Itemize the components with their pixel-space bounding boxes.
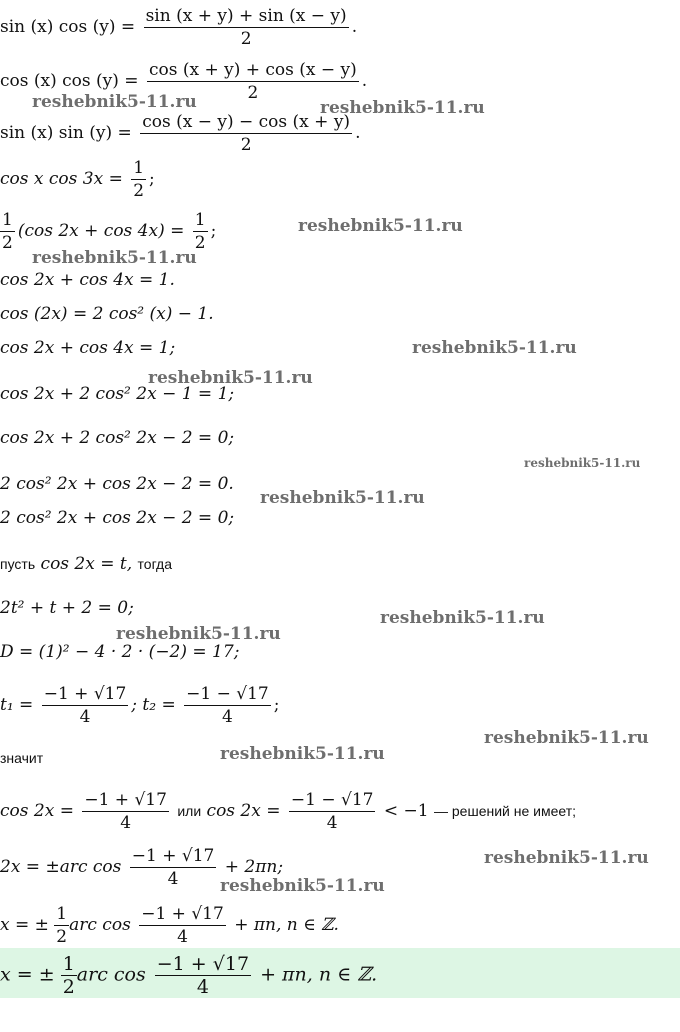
eq-lhs: cos (x) cos (y) =	[0, 71, 139, 91]
eq-middle: arc cos	[69, 915, 131, 935]
denominator: 4	[167, 869, 179, 889]
fraction	[144, 6, 349, 49]
denominator: 4	[79, 707, 91, 727]
numerator: sin (x + y) + sin (x − y)	[145, 6, 347, 26]
final-answer	[0, 954, 377, 997]
watermark-text: reshebnik5-11.ru	[32, 92, 197, 112]
denominator: 2	[62, 976, 75, 998]
watermark-text: reshebnik5-11.ru	[116, 624, 281, 644]
watermark-text: reshebnik5-11.ru	[524, 456, 641, 470]
fraction	[54, 904, 69, 947]
watermark-text: reshebnik5-11.ru	[148, 368, 313, 388]
numerator: −1 + √17	[141, 904, 224, 924]
numerator: −1 − √17	[186, 684, 269, 704]
numerator: 1	[56, 904, 68, 924]
equation-step: cos 2x + cos 4x = 1.	[0, 270, 175, 290]
eq-middle: (cos 2x + cos 4x) =	[17, 221, 185, 241]
punct: .	[361, 71, 368, 91]
text-no-solution: — решений не имеет;	[434, 803, 577, 819]
eq-middle: arc cos	[76, 963, 146, 986]
punct: ;	[149, 169, 155, 189]
watermark-text: reshebnik5-11.ru	[220, 744, 385, 764]
substitution-expr: cos 2x = t,	[40, 554, 133, 574]
eq-lhs: cos 2x =	[0, 801, 74, 821]
equation-step	[0, 158, 155, 201]
numerator: −1 + √17	[43, 684, 127, 704]
numerator: 1	[2, 210, 13, 230]
numerator: −1 + √17	[131, 846, 215, 866]
inequality: < −1	[383, 801, 429, 821]
denominator: 4	[177, 927, 188, 947]
denominator: 2	[133, 181, 145, 201]
watermark-text: reshebnik5-11.ru	[320, 98, 485, 118]
denominator: 4	[120, 813, 132, 833]
identity-sin-sin	[0, 112, 360, 155]
watermark-text: reshebnik5-11.ru	[32, 248, 197, 268]
equation-step: cos 2x + 2 cos² 2x − 1 = 1;	[0, 384, 235, 404]
text-let: пусть	[0, 556, 36, 572]
eq-tail: + πn, n ∈ ℤ.	[234, 915, 339, 935]
watermark-text: reshebnik5-11.ru	[412, 338, 577, 358]
roots-line	[0, 684, 279, 727]
fraction	[0, 210, 15, 253]
equation-step: 2 cos² 2x + cos 2x − 2 = 0;	[0, 508, 235, 528]
fraction	[42, 684, 129, 727]
equation-step	[0, 210, 216, 253]
equation-step: cos (2x) = 2 cos² (x) − 1.	[0, 304, 214, 324]
eq-lhs: sin (x) cos (y) =	[0, 17, 136, 37]
denominator: 2	[194, 233, 206, 253]
eq-lhs: cos 2x =	[206, 801, 281, 821]
equation-step: cos 2x + cos 4x = 1;	[0, 338, 176, 358]
numerator: −1 + √17	[156, 953, 250, 975]
fraction	[289, 790, 376, 833]
numerator: 1	[194, 210, 206, 230]
substitution-line	[0, 554, 172, 574]
eq-lhs: x = ±	[0, 963, 55, 986]
fraction	[130, 846, 217, 889]
numerator: cos (x − y) − cos (x + y)	[142, 112, 351, 132]
fraction	[155, 954, 251, 997]
equation-step: 2 cos² 2x + cos 2x − 2 = 0.	[0, 474, 234, 494]
denominator: 2	[56, 927, 68, 947]
numerator: cos (x + y) + cos (x − y)	[148, 60, 357, 80]
denominator: 2	[247, 83, 259, 103]
watermark-text: reshebnik5-11.ru	[380, 608, 545, 628]
denominator: 4	[326, 813, 338, 833]
eq-tail: + πn, n ∈ ℤ.	[260, 963, 378, 986]
eq-lhs: sin (x) sin (y) =	[0, 123, 132, 143]
numerator: 1	[62, 953, 75, 975]
denominator: 2	[2, 233, 13, 253]
text-means: значит	[0, 750, 44, 766]
fraction	[184, 684, 271, 727]
case-line	[0, 790, 576, 833]
punct: .	[351, 17, 358, 37]
watermark-text: reshebnik5-11.ru	[484, 728, 649, 748]
fraction	[131, 158, 146, 201]
denominator: 4	[222, 707, 233, 727]
punct: .	[355, 123, 361, 143]
watermark-text: reshebnik5-11.ru	[298, 216, 463, 236]
equation-step: cos 2x + 2 cos² 2x − 2 = 0;	[0, 428, 235, 448]
text-or: или	[177, 803, 202, 819]
denominator: 2	[240, 29, 252, 49]
fraction	[140, 112, 352, 155]
watermark-text: reshebnik5-11.ru	[260, 488, 425, 508]
denominator: 4	[196, 976, 209, 998]
fraction	[139, 904, 226, 947]
punct: ;	[210, 221, 217, 241]
text-then: тогда	[137, 556, 173, 572]
watermark-text: reshebnik5-11.ru	[484, 848, 649, 868]
fraction	[193, 210, 208, 253]
numerator: −1 − √17	[290, 790, 374, 810]
punct: ;	[273, 695, 280, 715]
fraction	[82, 790, 169, 833]
numerator: −1 + √17	[84, 790, 167, 810]
numerator: 1	[133, 158, 145, 178]
identity-sin-cos	[0, 6, 357, 49]
root-label: ; t₂ =	[131, 695, 176, 715]
solution-step	[0, 904, 339, 947]
eq-lhs: cos x cos 3x =	[0, 169, 123, 189]
discriminant: D = (1)² − 4 · 2 · (−2) = 17;	[0, 642, 240, 662]
fraction	[61, 954, 77, 997]
root-label: t₁ =	[0, 695, 34, 715]
denominator: 2	[240, 135, 252, 155]
equation-step: 2t² + t + 2 = 0;	[0, 598, 134, 618]
eq-lhs: x = ±	[0, 915, 49, 935]
eq-lhs: 2x = ±arc cos	[0, 857, 122, 877]
eq-tail: + 2πn;	[224, 857, 284, 877]
watermark-text: reshebnik5-11.ru	[220, 876, 385, 896]
